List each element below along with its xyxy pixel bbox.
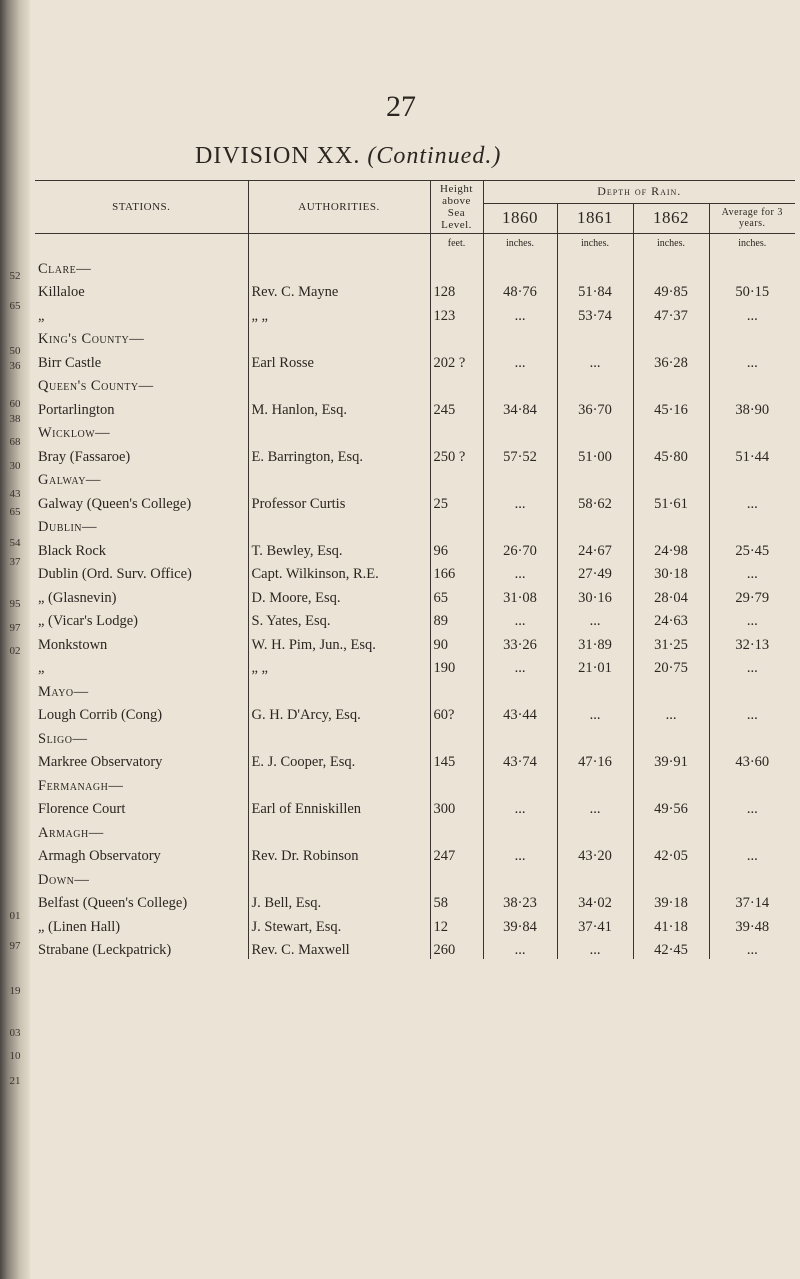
- table-row: [35, 301, 795, 325]
- unit-1860: inches.: [483, 234, 557, 255]
- rain-1861-cell: 24·67: [557, 536, 633, 560]
- authority-cell: M. Hanlon, Esq.: [248, 395, 430, 419]
- height-cell: 12: [430, 912, 483, 936]
- table-row: [35, 607, 795, 631]
- height-cell: 190: [430, 654, 483, 678]
- rain-1862-cell: 45·80: [633, 442, 709, 466]
- county-heading: Sligo—: [38, 730, 88, 747]
- rain-1861-cell: ...: [557, 701, 633, 725]
- rain-1862-cell: 24·63: [633, 607, 709, 631]
- rain-1862-cell: 28·04: [633, 583, 709, 607]
- spine-fragment: 50: [9, 345, 21, 357]
- county-row: [35, 724, 795, 748]
- rain-average-cell: ...: [709, 701, 795, 725]
- spine-fragment: 97: [9, 622, 21, 634]
- station-cell: Strabane (Leckpatrick): [38, 942, 172, 958]
- rain-average-cell: 39·48: [709, 912, 795, 936]
- rain-1860-cell: ...: [483, 607, 557, 631]
- header-average: Average for 3 years.: [709, 203, 795, 233]
- header-stations: STATIONS.: [35, 181, 248, 234]
- table-row: [35, 278, 795, 302]
- rain-1862-cell: 41·18: [633, 912, 709, 936]
- station-cell: Lough Corrib (Cong): [38, 707, 163, 723]
- header-1860: 1860: [483, 203, 557, 233]
- height-cell: 128: [430, 278, 483, 302]
- rain-1862-cell: 45·16: [633, 395, 709, 419]
- rain-1861-cell: 34·02: [557, 889, 633, 913]
- header-1862: 1862: [633, 203, 709, 233]
- authority-cell: J. Stewart, Esq.: [248, 912, 430, 936]
- rain-1860-cell: 57·52: [483, 442, 557, 466]
- station-cell: Black Rock: [38, 542, 107, 559]
- rain-1860-cell: 48·76: [483, 278, 557, 302]
- county-heading: Fermanagh—: [38, 777, 124, 794]
- height-cell: 58: [430, 889, 483, 913]
- table-row: [35, 489, 795, 513]
- division-title-main: DIVISION XX.: [195, 143, 361, 169]
- rain-average-cell: 51·44: [709, 442, 795, 466]
- authority-cell: Rev. C. Mayne: [248, 278, 430, 302]
- height-cell: 250 ?: [430, 442, 483, 466]
- height-cell: 90: [430, 630, 483, 654]
- table-row: [35, 560, 795, 584]
- header-depth-of-rain: Depth of Rain.: [483, 181, 795, 204]
- rain-1862-cell: 31·25: [633, 630, 709, 654]
- county-heading: Down—: [38, 871, 90, 888]
- rain-average-cell: 38·90: [709, 395, 795, 419]
- division-title-continued: (Continued.): [367, 143, 502, 169]
- authority-cell: E. Barrington, Esq.: [248, 442, 430, 466]
- spine-fragment: 65: [9, 506, 21, 518]
- rain-average-cell: ...: [709, 607, 795, 631]
- station-cell: „: [38, 660, 45, 676]
- county-row: [35, 325, 795, 349]
- authority-cell: T. Bewley, Esq.: [248, 536, 430, 560]
- rain-1860-cell: ...: [483, 348, 557, 372]
- authority-cell: D. Moore, Esq.: [248, 583, 430, 607]
- rain-1861-cell: 53·74: [557, 301, 633, 325]
- spine-fragment: 10: [9, 1050, 21, 1062]
- station-cell: Birr Castle: [38, 354, 102, 371]
- table-row: [35, 536, 795, 560]
- height-cell: 60?: [430, 701, 483, 725]
- spine-fragment: 01: [9, 910, 21, 922]
- county-heading: King's County—: [38, 331, 145, 347]
- rain-average-cell: 43·60: [709, 748, 795, 772]
- authority-cell: S. Yates, Esq.: [248, 607, 430, 631]
- county-row: [35, 254, 795, 278]
- station-cell: Markree Observatory: [38, 754, 163, 770]
- authority-cell: J. Bell, Esq.: [248, 889, 430, 913]
- height-cell: 89: [430, 607, 483, 631]
- county-heading: Mayo—: [38, 683, 89, 700]
- rain-1860-cell: 43·44: [483, 701, 557, 725]
- rain-average-cell: 25·45: [709, 536, 795, 560]
- authority-cell: Earl Rosse: [248, 348, 430, 372]
- table-row: [35, 630, 795, 654]
- height-cell: 247: [430, 842, 483, 866]
- rain-average-cell: ...: [709, 348, 795, 372]
- rain-1862-cell: 49·85: [633, 278, 709, 302]
- authority-cell: Professor Curtis: [248, 489, 430, 513]
- height-cell: 96: [430, 536, 483, 560]
- spine-fragment: 36: [9, 360, 21, 372]
- authority-cell: E. J. Cooper, Esq.: [248, 748, 430, 772]
- unit-1861: inches.: [557, 234, 633, 255]
- rain-1862-cell: 36·28: [633, 348, 709, 372]
- table-row: [35, 912, 795, 936]
- spine-fragment: 97: [9, 940, 21, 952]
- rain-1862-cell: 42·05: [633, 842, 709, 866]
- unit-1862: inches.: [633, 234, 709, 255]
- rain-1860-cell: 43·74: [483, 748, 557, 772]
- header-height: Height above Sea Level.: [430, 181, 483, 234]
- rain-average-cell: ...: [709, 301, 795, 325]
- rain-average-cell: ...: [709, 489, 795, 513]
- rain-1862-cell: 51·61: [633, 489, 709, 513]
- rain-1861-cell: ...: [557, 795, 633, 819]
- station-cell: Killaloe: [38, 284, 85, 300]
- county-heading: Wicklow—: [38, 425, 111, 441]
- county-row: [35, 818, 795, 842]
- station-cell: Bray (Fassaroe): [38, 448, 131, 465]
- header-authorities: AUTHORITIES.: [248, 181, 430, 234]
- book-spine-edge: [0, 0, 30, 1279]
- rain-1862-cell: 20·75: [633, 654, 709, 678]
- table-header: [35, 181, 795, 234]
- rain-1861-cell: 27·49: [557, 560, 633, 584]
- spine-fragment: 03: [9, 1027, 21, 1039]
- authority-cell: „ „: [248, 301, 430, 325]
- spine-fragment: 52: [9, 270, 21, 282]
- rain-average-cell: ...: [709, 936, 795, 960]
- rain-average-cell: ...: [709, 842, 795, 866]
- rain-1861-cell: 31·89: [557, 630, 633, 654]
- rain-1862-cell: 39·18: [633, 889, 709, 913]
- rain-1860-cell: 31·08: [483, 583, 557, 607]
- spine-fragment: 60: [9, 398, 21, 410]
- rain-1861-cell: 51·84: [557, 278, 633, 302]
- rain-1861-cell: 51·00: [557, 442, 633, 466]
- authority-cell: G. H. D'Arcy, Esq.: [248, 701, 430, 725]
- rain-1860-cell: ...: [483, 795, 557, 819]
- station-cell: Florence Court: [38, 801, 126, 817]
- rain-1862-cell: 39·91: [633, 748, 709, 772]
- rain-1861-cell: 36·70: [557, 395, 633, 419]
- authority-cell: Capt. Wilkinson, R.E.: [248, 560, 430, 584]
- authority-cell: „ „: [248, 654, 430, 678]
- spine-fragment: 95: [9, 598, 21, 610]
- rain-average-cell: 50·15: [709, 278, 795, 302]
- spine-fragment: 43: [9, 488, 21, 500]
- rain-1860-cell: ...: [483, 842, 557, 866]
- station-cell: Portarlington: [38, 401, 115, 418]
- station-cell: „ (Glasnevin): [38, 589, 117, 606]
- rain-1861-cell: 21·01: [557, 654, 633, 678]
- spine-fragment: 68: [9, 436, 21, 448]
- authority-cell: Rev. C. Maxwell: [248, 936, 430, 960]
- rain-average-cell: ...: [709, 654, 795, 678]
- spine-fragment: 37: [9, 556, 21, 568]
- page-number: 27: [386, 90, 416, 123]
- table-row: [35, 936, 795, 960]
- rain-1861-cell: ...: [557, 936, 633, 960]
- rain-1860-cell: ...: [483, 936, 557, 960]
- table-row: [35, 701, 795, 725]
- height-cell: 202 ?: [430, 348, 483, 372]
- height-cell: 260: [430, 936, 483, 960]
- table-row: [35, 842, 795, 866]
- height-cell: 123: [430, 301, 483, 325]
- spine-fragment: 54: [9, 537, 21, 549]
- height-cell: 65: [430, 583, 483, 607]
- height-cell: 25: [430, 489, 483, 513]
- table-row: [35, 795, 795, 819]
- county-heading: Clare—: [38, 260, 92, 277]
- rain-average-cell: ...: [709, 560, 795, 584]
- rain-average-cell: 32·13: [709, 630, 795, 654]
- rain-1860-cell: 34·84: [483, 395, 557, 419]
- station-cell: Monkstown: [38, 636, 108, 653]
- rain-1862-cell: ...: [633, 701, 709, 725]
- rain-1860-cell: ...: [483, 489, 557, 513]
- rain-1862-cell: 47·37: [633, 301, 709, 325]
- rain-1860-cell: 26·70: [483, 536, 557, 560]
- rain-1861-cell: 30·16: [557, 583, 633, 607]
- county-heading: Armagh—: [38, 824, 104, 841]
- rain-1860-cell: ...: [483, 560, 557, 584]
- county-row: [35, 865, 795, 889]
- table-body: [35, 234, 795, 960]
- header-1861: 1861: [557, 203, 633, 233]
- authority-cell: Rev. Dr. Robinson: [248, 842, 430, 866]
- rain-1861-cell: 37·41: [557, 912, 633, 936]
- station-cell: Armagh Observatory: [38, 848, 161, 864]
- rain-1861-cell: ...: [557, 607, 633, 631]
- county-heading: Galway—: [38, 472, 101, 488]
- rain-average-cell: 37·14: [709, 889, 795, 913]
- table-row: [35, 889, 795, 913]
- spine-fragment: 21: [9, 1075, 21, 1087]
- rain-1860-cell: ...: [483, 654, 557, 678]
- table-row: [35, 348, 795, 372]
- rain-1862-cell: 30·18: [633, 560, 709, 584]
- rain-average-cell: ...: [709, 795, 795, 819]
- station-cell: „ (Linen Hall): [38, 918, 121, 935]
- height-cell: 166: [430, 560, 483, 584]
- county-heading: Queen's County—: [38, 378, 154, 394]
- unit-height: feet.: [430, 234, 483, 255]
- rain-1860-cell: 39·84: [483, 912, 557, 936]
- county-row: [35, 372, 795, 396]
- spine-fragment: 02: [9, 645, 21, 657]
- station-cell: Galway (Queen's College): [38, 495, 192, 512]
- rain-1862-cell: 49·56: [633, 795, 709, 819]
- rain-1860-cell: 38·23: [483, 889, 557, 913]
- table-row: [35, 442, 795, 466]
- height-cell: 245: [430, 395, 483, 419]
- rain-average-cell: 29·79: [709, 583, 795, 607]
- table-row: [35, 748, 795, 772]
- station-cell: „ (Vicar's Lodge): [38, 613, 138, 629]
- county-row: [35, 419, 795, 443]
- spine-fragment: 38: [9, 413, 21, 425]
- authority-cell: Earl of Enniskillen: [248, 795, 430, 819]
- height-cell: 300: [430, 795, 483, 819]
- spine-fragment: 65: [9, 300, 21, 312]
- station-cell: Belfast (Queen's College): [38, 895, 188, 911]
- authority-cell: W. H. Pim, Jun., Esq.: [248, 630, 430, 654]
- division-title: [195, 143, 501, 170]
- table-row: [35, 654, 795, 678]
- station-cell: Dublin (Ord. Surv. Office): [38, 566, 192, 582]
- unit-average: inches.: [709, 234, 795, 255]
- station-cell: „: [38, 307, 45, 324]
- rain-1861-cell: 58·62: [557, 489, 633, 513]
- rainfall-table: [35, 180, 795, 959]
- rain-1861-cell: 47·16: [557, 748, 633, 772]
- height-cell: 145: [430, 748, 483, 772]
- spine-fragment: 30: [9, 460, 21, 472]
- county-row: [35, 771, 795, 795]
- rain-1861-cell: ...: [557, 348, 633, 372]
- county-row: [35, 466, 795, 490]
- rain-1862-cell: 24·98: [633, 536, 709, 560]
- spine-fragment: 19: [9, 985, 21, 997]
- rain-1860-cell: 33·26: [483, 630, 557, 654]
- rain-1861-cell: 43·20: [557, 842, 633, 866]
- table-row: [35, 583, 795, 607]
- county-row: [35, 677, 795, 701]
- rain-1860-cell: ...: [483, 301, 557, 325]
- county-row: [35, 513, 795, 537]
- county-heading: Dublin—: [38, 519, 98, 535]
- units-row: [35, 234, 795, 255]
- table-row: [35, 395, 795, 419]
- rain-1862-cell: 42·45: [633, 936, 709, 960]
